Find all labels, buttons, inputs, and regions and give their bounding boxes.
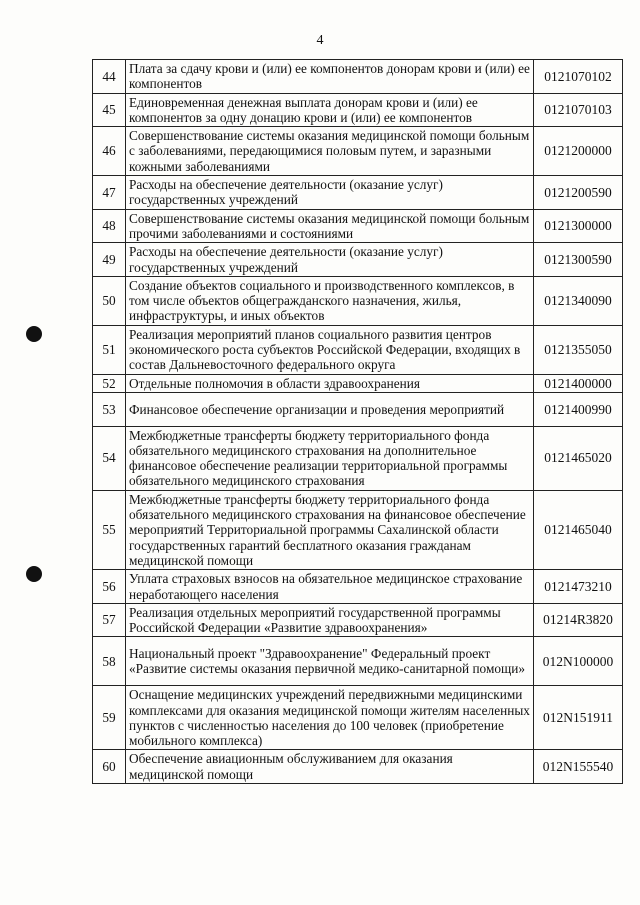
- table-row: [93, 426, 623, 490]
- row-code: 0121200000: [534, 127, 623, 176]
- row-name: Единовременная денежная выплата донорам крови и (или) ее компонентов за одну донацию крови и (или) ее компонентов: [126, 93, 534, 127]
- row-number: 58: [93, 637, 126, 686]
- row-number: 51: [93, 325, 126, 374]
- table-row: [93, 325, 623, 374]
- table-row: [93, 127, 623, 176]
- table-row: [93, 176, 623, 210]
- row-code: 0121465040: [534, 490, 623, 570]
- row-name: Реализация мероприятий планов социального развития центров экономического роста субъектов Российской Федерации, входящих в состав Дальневосточного федерального округа: [126, 325, 534, 374]
- table-row: [93, 93, 623, 127]
- row-name: Оснащение медицинских учреждений передвижными медицинскими комплексами для оказания медицинской помощи жителям населенных пунктов с численностью населения до 100 человек (приобретение мобильного комплекса): [126, 686, 534, 750]
- table-row: [93, 276, 623, 325]
- row-name: Плата за сдачу крови и (или) ее компонентов донорам крови и (или) ее компонентов: [126, 60, 534, 94]
- table-row: [93, 392, 623, 426]
- row-name: Финансовое обеспечение организации и проведения мероприятий: [126, 392, 534, 426]
- table-row: [93, 570, 623, 604]
- row-number: 54: [93, 426, 126, 490]
- binder-hole: [26, 326, 42, 342]
- row-name: Обеспечение авиационным обслуживанием для оказания медицинской помощи: [126, 750, 534, 784]
- table-row: [93, 209, 623, 243]
- table-row: [93, 637, 623, 686]
- row-code: 0121400990: [534, 392, 623, 426]
- row-name: Расходы на обеспечение деятельности (оказание услуг) государственных учреждений: [126, 243, 534, 277]
- row-number: 50: [93, 276, 126, 325]
- row-number: 53: [93, 392, 126, 426]
- row-number: 46: [93, 127, 126, 176]
- table-row: [93, 243, 623, 277]
- row-code: 0121070103: [534, 93, 623, 127]
- row-number: 44: [93, 60, 126, 94]
- table-row: [93, 374, 623, 392]
- row-number: 49: [93, 243, 126, 277]
- row-name: Реализация отдельных мероприятий государственной программы Российской Федерации «Развитие здравоохранения»: [126, 603, 534, 637]
- row-code: 0121340090: [534, 276, 623, 325]
- row-name: Уплата страховых взносов на обязательное медицинское страхование неработающего населения: [126, 570, 534, 604]
- row-number: 52: [93, 374, 126, 392]
- row-code: 0121300000: [534, 209, 623, 243]
- row-code: 012N155540: [534, 750, 623, 784]
- row-number: 60: [93, 750, 126, 784]
- row-code: 012N100000: [534, 637, 623, 686]
- budget-classification-table: [92, 59, 623, 784]
- row-code: 0121200590: [534, 176, 623, 210]
- row-name: Совершенствование системы оказания медицинской помощи больным прочими заболеваниями и состояниями: [126, 209, 534, 243]
- row-code: 0121355050: [534, 325, 623, 374]
- row-code: 0121400000: [534, 374, 623, 392]
- row-code: 012N151911: [534, 686, 623, 750]
- table-row: [93, 686, 623, 750]
- row-name: Межбюджетные трансферты бюджету территориального фонда обязательного медицинского страхования на финансовое обеспечение мероприятий Территориальной программы Сахалинской области государственных гарантий бесплатного оказания гражданам медицинской помощи: [126, 490, 534, 570]
- row-number: 55: [93, 490, 126, 570]
- page-number: 4: [316, 33, 324, 48]
- row-number: 45: [93, 93, 126, 127]
- row-code: 01214R3820: [534, 603, 623, 637]
- table-row: [93, 490, 623, 570]
- row-code: 0121070102: [534, 60, 623, 94]
- row-name: Межбюджетные трансферты бюджету территориального фонда обязательного медицинского страхования на дополнительное финансовое обеспечение реализации территориальной программы обязательного медицинского страхования: [126, 426, 534, 490]
- binder-hole: [26, 566, 42, 582]
- row-number: 47: [93, 176, 126, 210]
- row-number: 56: [93, 570, 126, 604]
- row-code: 0121465020: [534, 426, 623, 490]
- row-number: 48: [93, 209, 126, 243]
- row-name: Национальный проект "Здравоохранение" Федеральный проект «Развитие системы оказания первичной медико-санитарной помощи»: [126, 637, 534, 686]
- row-number: 59: [93, 686, 126, 750]
- row-name: Создание объектов социального и производственного комплексов, в том числе объектов общегражданского назначения, жилья, инфраструктуры, и иных объектов: [126, 276, 534, 325]
- row-code: 0121300590: [534, 243, 623, 277]
- row-name: Расходы на обеспечение деятельности (оказание услуг) государственных учреждений: [126, 176, 534, 210]
- row-number: 57: [93, 603, 126, 637]
- table-row: [93, 60, 623, 94]
- row-code: 0121473210: [534, 570, 623, 604]
- row-name: Совершенствование системы оказания медицинской помощи больным с заболеваниями, передающимися половым путем, и заразными кожными заболеваниями: [126, 127, 534, 176]
- table-row: [93, 603, 623, 637]
- row-name: Отдельные полномочия в области здравоохранения: [126, 374, 534, 392]
- table-row: [93, 750, 623, 784]
